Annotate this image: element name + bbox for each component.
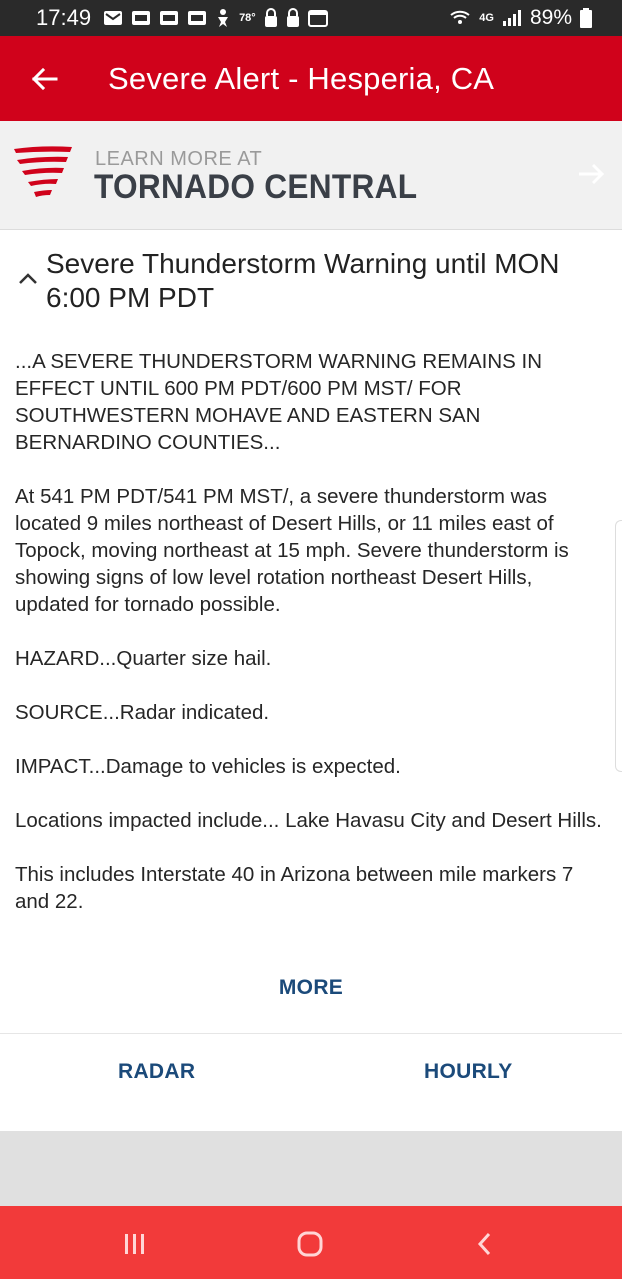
divider: [0, 1033, 622, 1034]
back-nav-button[interactable]: [464, 1224, 504, 1264]
recent-apps-icon: [122, 1233, 148, 1255]
lock-icon: [264, 8, 278, 28]
status-bar: [0, 0, 622, 36]
tornado-logo-icon: [12, 145, 74, 201]
more-button[interactable]: MORE: [278, 976, 344, 999]
radar-button[interactable]: RADAR: [118, 1060, 196, 1083]
lock-icon: [286, 8, 300, 28]
recent-apps-button[interactable]: [115, 1224, 155, 1264]
arrow-right-icon: [576, 159, 606, 189]
network-type: 4G: [479, 12, 494, 24]
battery-icon: [580, 8, 592, 28]
signal-icon: [502, 9, 522, 27]
brand-name: TORNADO CENTRAL: [94, 168, 418, 206]
temperature: 78°: [239, 12, 256, 24]
battery-percent: 89%: [529, 6, 572, 29]
ge-app-icon: [187, 9, 207, 27]
arrow-left-icon: [30, 67, 58, 91]
bottom-actions: [0, 1052, 622, 1092]
alert-paragraph: At 541 PM PDT/541 PM MST/, a severe thunderstorm was located 9 miles northeast of Desert Hills, or 11 miles east of Topock, moving northeast at 15 mph. Severe thunderstorm is showing signs of low level rotation northeast Desert Hills, updated for tornado possible.: [15, 485, 569, 616]
alert-paragraph: Locations impacted include... Lake Havasu City and Desert Hills.: [15, 809, 602, 832]
wifi-icon: [449, 8, 471, 28]
alert-paragraph: ...A SEVERE THUNDERSTORM WARNING REMAINS IN EFFECT UNTIL 600 PM PDT/600 PM MST/ FOR SOUTHWESTERN MOHAVE AND EASTERN SAN BERNARDINO COUNTIES...: [15, 350, 542, 454]
calendar-icon: [308, 9, 328, 27]
home-button[interactable]: [290, 1224, 330, 1264]
learn-more-text: LEARN MORE AT: [95, 148, 263, 170]
alert-title: Severe Thunderstorm Warning until MON 6:00 PM PDT: [46, 248, 560, 313]
message-icon: [103, 9, 123, 27]
ge-app-icon: [131, 9, 151, 27]
alert-paragraph: This includes Interstate 40 in Arizona between mile markers 7 and 22.: [15, 863, 574, 913]
app-bar: [0, 36, 622, 121]
scroll-indicator: [615, 520, 622, 772]
alert-paragraph: SOURCE...Radar indicated.: [15, 701, 270, 724]
home-icon: [296, 1230, 324, 1258]
ge-app-icon: [159, 9, 179, 27]
navigation-bar: [0, 1206, 622, 1279]
status-time: 17:49: [36, 5, 92, 30]
alert-body: [15, 348, 607, 936]
tornado-central-banner[interactable]: [0, 121, 622, 230]
chevron-left-icon: [474, 1231, 494, 1257]
page-title: Severe Alert - Hesperia, CA: [108, 60, 495, 96]
alert-paragraph: IMPACT...Damage to vehicles is expected.: [15, 755, 401, 778]
gray-band: [0, 1131, 622, 1206]
chevron-up-icon[interactable]: [18, 271, 38, 285]
weather-figure-icon: [215, 8, 231, 28]
alert-paragraph: HAZARD...Quarter size hail.: [15, 647, 272, 670]
hourly-button[interactable]: HOURLY: [424, 1060, 513, 1083]
back-button[interactable]: [24, 59, 64, 99]
